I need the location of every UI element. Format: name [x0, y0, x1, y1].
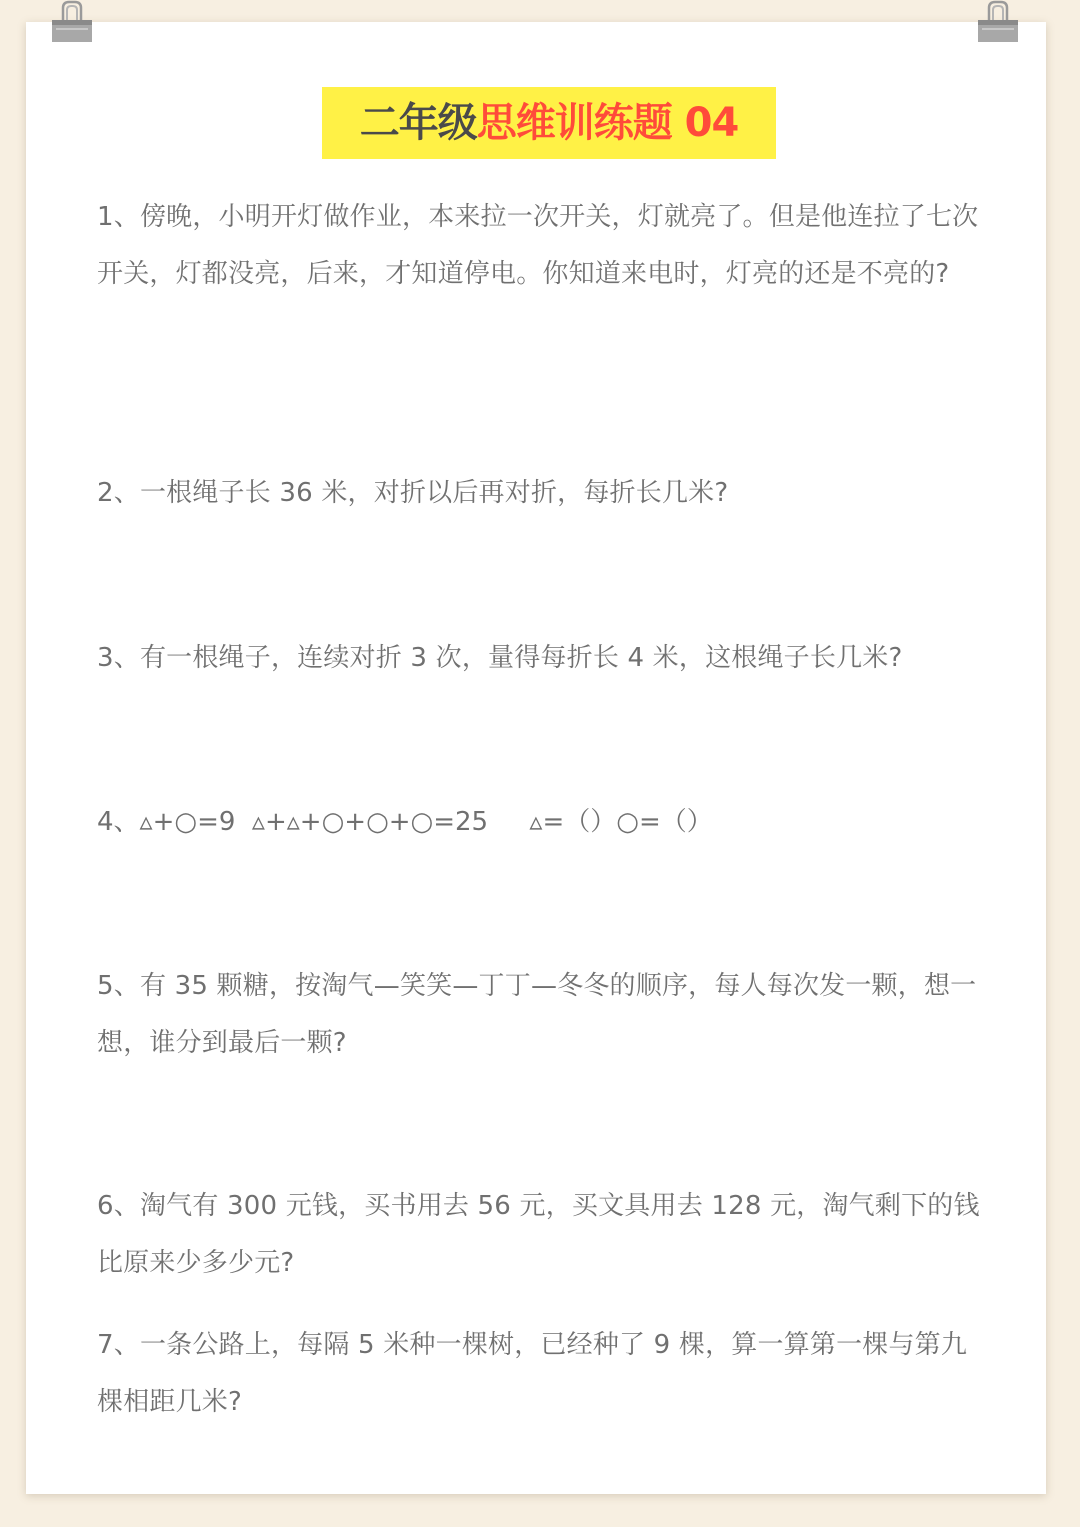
binder-clip-icon: [50, 0, 94, 44]
question-6: 6、淘气有 300 元钱，买书用去 56 元，买文具用去 128 元，淘气剩下的钱比原来少多少元?: [97, 1191, 980, 1278]
question-2: 2、一根绳子长 36 米，对折以后再对折，每折长几米?: [97, 478, 729, 508]
title-part-topic: 思维训练题 04: [476, 100, 739, 146]
question-7: 7、一条公路上，每隔 5 米种一棵树，已经种了 9 棵，算一算第一棵与第九棵相距几米?: [97, 1330, 968, 1417]
title-part-grade: 二年级: [359, 100, 477, 146]
question-5: 5、有 35 颗糖，按淘气—笑笑—丁丁—冬冬的顺序，每人每次发一颗，想一想，谁分到最后一颗?: [97, 971, 977, 1058]
question-4: 4、▵+○=9 ▵+▵+○+○+○=25 ▵=（）○=（）: [97, 807, 713, 837]
binder-clip-icon: [976, 0, 1020, 44]
title-highlight: [322, 87, 776, 159]
question-1: 1、傍晚，小明开灯做作业，本来拉一次开关，灯就亮了。但是他连拉了七次开关，灯都没亮，后来，才知道停电。你知道来电时，灯亮的还是不亮的?: [97, 202, 979, 289]
page-title: [359, 100, 739, 146]
question-3: 3、有一根绳子，连续对折 3 次，量得每折长 4 米，这根绳子长几米?: [97, 643, 903, 673]
